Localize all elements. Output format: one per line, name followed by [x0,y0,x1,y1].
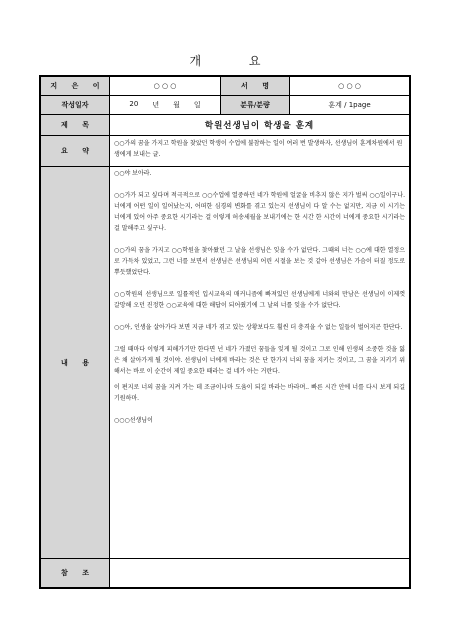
date-label: 작성일자 [41,96,110,114]
content-paragraph: 이 편지로 너의 꿈을 지켜 가는 데 조금이나마 도움이 되길 바라는 바라며.. 빠른 시간 안에 너를 다시 보게 되길 기원하마. [114,384,405,402]
subject-value: 학원선생님이 학생을 훈계 [204,121,315,131]
content-paragraph: ○○가가 되고 싶다며 적극적으로 ○○수업에 열중하던 네가 학원에 얼굴을 비추지 않은 지가 벌써 ○○일이구나. 너에게 어떤 일이 일어났는지, 어떠한 심경의 변화를 겪고 있는지 선생님이 다 알 수는 없지만, 지금 이 시기는 너에게 있어 아주 중요한 시기라는 걸 이렇게 허송세월을 보내기에는 한 시간 한 시간이 너에게 중요한 시기라는 걸 말해주고 싶구나. [114,192,405,232]
content-body [110,167,409,558]
summary-label: 요 약 [41,136,110,166]
content-paragraph: ○○야 보아라. [114,170,152,177]
content-row [41,167,409,559]
category-value: 훈계 / 1page [328,101,371,109]
subject-label: 제 목 [41,115,110,135]
reference-label: 참 조 [41,559,110,587]
publisher-value: ○ ○ ○ [338,82,361,90]
publisher-label: 서 명 [221,77,290,95]
content-signature: ○○○선생님이 [114,417,153,424]
date-year: 20 [129,100,139,108]
author-value: ○ ○ ○ [110,77,221,95]
date-day-unit: 일 [193,101,201,109]
date-month-unit: 월 [173,101,180,109]
subject-row [41,115,409,136]
author-label: 지 은 이 [41,77,110,95]
content-paragraph: ○○아, 인생을 살아가다 보면 지금 네가 겪고 있는 상황보다도 훨씬 더 충격을 수 없는 일들이 벌어지곤 한단다. [114,324,403,331]
summary-text: ○○가의 꿈을 가지고 학원을 찾았던 학생이 수업에 불참하는 일이 여러 번 발생하자, 선생님이 훈계차원에서 원생에게 보내는 글. [114,140,403,158]
author-row [41,77,409,96]
reference-row [41,559,409,587]
date-year-unit: 년 [152,101,160,109]
overview-form [39,75,411,589]
category-label: 분류/분량 [221,96,290,114]
date-value [110,96,221,114]
reference-value [110,559,409,587]
document-title: 개 요 [189,54,283,68]
content-paragraph: ○○학원의 선생님으로 일률적인 입시교육의 매커니즘에 빠져있던 선생님에게 너와의 만남은 선생님이 이제껏 갈망해 오던 진정한 ○○교육에 대한 해답이 되어줬기에 그 날의 너를 잊을 수가 없단다. [114,291,405,309]
content-paragraph: ○○가의 꿈을 가지고 ○○학원을 찾아왔던 그 날을 선생님은 잊을 수가 없단다. 그때의 너는 ○○에 대한 열정으로 가득차 있었고, 그런 너를 보면서 선생님은 선생님의 어린 시절을 보는 것 같아 선생님은 가슴이 터질 정도로 뿌듯했었단다. [114,247,405,276]
date-row [41,96,409,115]
content-label: 내 용 [41,167,110,558]
date-parts [129,100,200,110]
summary-row [41,136,409,167]
content-paragraph: 그럴 때마다 이렇게 피해가기만 한다면 넌 네가 가졌던 꿈들을 잊게 될 것이고 그로 인해 인생의 소중한 것을 잃은 채 살아가게 될 것이야. 선생님이 너에게 바라는 것은 단 한가지 너의 꿈을 지키는 것이고, 그 꿈을 지키기 위해서는 바로 이 순간이 제일 중요한 때라는 걸 네가 아는 거란다. [114,346,405,375]
